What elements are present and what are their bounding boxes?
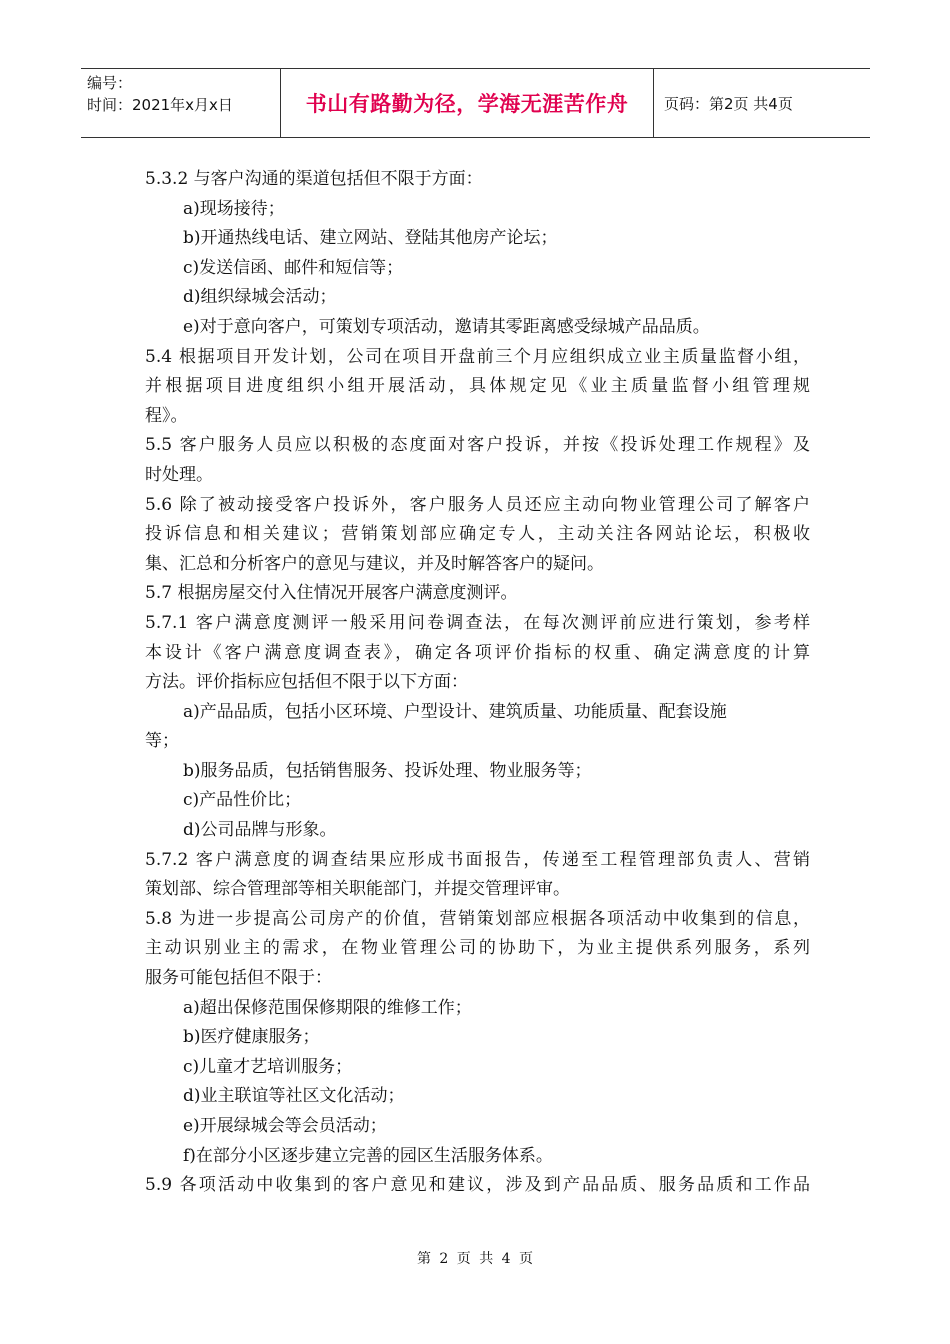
text-line: 时处理。 [145,464,213,485]
text-line: 方法。评价指标应包括但不限于以下方面： [145,672,468,693]
text-line: 5.7 根据房屋交付入住情况开展客户满意度测评。 [145,583,518,604]
text-line: 5.5 客户服务人员应以积极的态度面对客户投诉，并按《投诉处理工作规程》及 [145,435,810,456]
text-line: a)超出保修范围保修期限的维修工作； [183,997,472,1018]
text-line: a)现场接待； [183,198,285,219]
doc-time-label: 时间：2021年x月x日 [87,96,233,114]
page-footer: 第 2 页 共 4 页 [416,1251,534,1267]
text-line: c)儿童才艺培训服务； [183,1056,353,1077]
text-line: 本设计《客户满意度调查表》，确定各项评价指标的权重、确定满意度的计算 [145,642,810,663]
doc-number-label: 编号： [87,74,133,92]
text-line: 服务可能包括但不限于： [145,968,332,989]
text-line: c)发送信函、邮件和短信等； [183,257,404,278]
header-meta [81,69,281,137]
text-line: d)业主联谊等社区文化活动； [183,1086,405,1107]
text-line: 并根据项目进度组织小组开展活动，具体规定见《业主质量监督小组管理规 [145,376,810,397]
text-line: 集、汇总和分析客户的意见与建议，并及时解答客户的疑问。 [145,553,604,574]
header-motto: 书山有路勤为径，学海无涯苦作舟 [305,92,629,116]
text-line: b)医疗健康服务； [183,1027,320,1048]
text-line: 程》。 [145,405,188,426]
text-line: 5.9 各项活动中收集到的客户意见和建议，涉及到产品品质、服务品质和工作品 [145,1175,810,1196]
text-line: 主动识别业主的需求，在物业管理公司的协助下，为业主提供系列服务，系列 [145,938,810,959]
text-line: c)产品性价比； [183,790,302,811]
text-line: f)在部分小区逐步建立完善的园区生活服务体系。 [183,1145,553,1166]
text-line: 等； [145,731,179,752]
text-line: 5.8 为进一步提高公司房产的价值，营销策划部应根据各项活动中收集到的信息， [145,908,810,929]
text-line: e)开展绿城会等会员活动； [183,1116,387,1136]
text-line: 5.6 除了被动接受客户投诉外，客户服务人员还应主动向物业管理公司了解客户 [145,494,810,515]
text-line: d)公司品牌与形象。 [183,820,337,841]
text-line: 策划部、综合管理部等相关职能部门，并提交管理评审。 [145,879,570,900]
text-line: d)组织绿城会活动； [183,287,337,308]
text-line: 5.7.2 客户满意度的调查结果应形成书面报告，传递至工程管理部负责人、营销 [145,849,810,870]
text-line: 5.7.1 客户满意度测评一般采用问卷调查法，在每次测评前应进行策划，参考样 [145,612,810,633]
text-line: 投诉信息和相关建议；营销策划部应确定专人，主动关注各网站论坛，积极收 [145,524,810,545]
header-motto-cell [281,69,654,137]
text-line: a)产品品质，包括小区环境、户型设计、建筑质量、功能质量、配套设施 [183,701,727,722]
text-line: 5.3.2 与客户沟通的渠道包括但不限于方面： [145,169,483,189]
text-line: b)服务品质，包括销售服务、投诉处理、物业服务等； [183,760,592,781]
header-page-info: 页码：第2页 共4页 [664,94,793,113]
text-line: e)对于意向客户，可策划专项活动，邀请其零距离感受绿城产品品质。 [183,316,710,337]
text-line: 5.4 根据项目开发计划，公司在项目开盘前三个月应组织成立业主质量监督小组， [145,346,810,367]
page-header [81,68,870,138]
text-line: b)开通热线电话、建立网站、登陆其他房产论坛； [183,228,558,249]
document-body [145,165,810,1201]
